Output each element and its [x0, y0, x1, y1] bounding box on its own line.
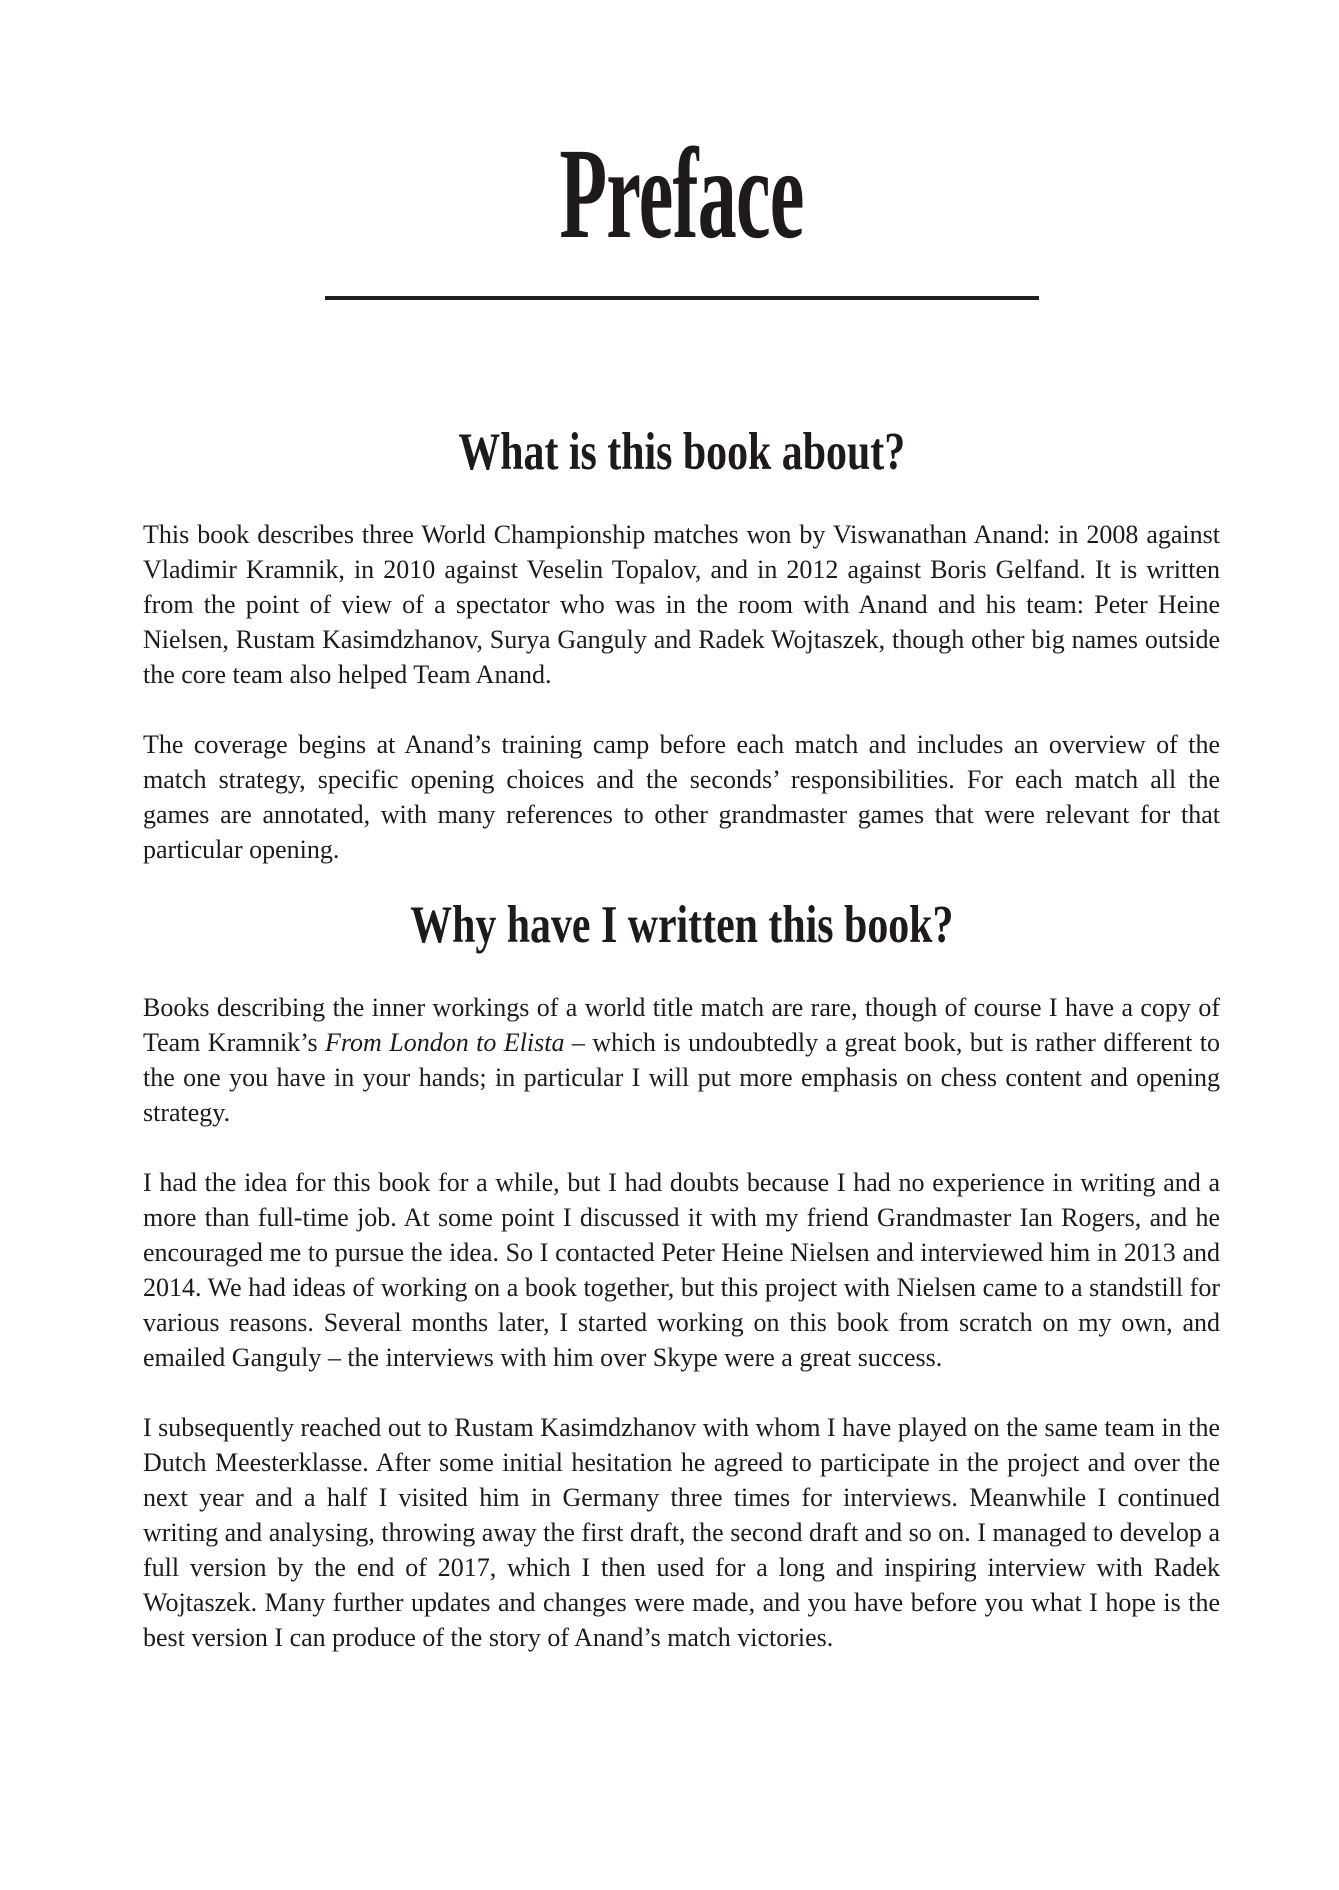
paragraph-rare-books-tail: – which is undoubtedly a great book, but is rather different to the one you have in your hands; in particular I will put more emphasis on chess content and opening strategy.	[143, 1028, 1221, 1127]
page-title	[143, 122, 1220, 266]
page-content	[0, 122, 1339, 1655]
paragraph-book-description: This book describes three World Championship matches won by Viswanathan Anand: in 2008 against Vladimir Kramnik, in 2010 against Veselin Topalov, and in 2012 against Boris Gelfand. It is written from the point of view of a spectator who was in the room with Anand and his team: Peter Heine Nielsen, Rustam Kasimdzhanov, Surya Ganguly and Radek Wojtaszek, though other big names outside the core team also helped Team Anand.	[143, 520, 1220, 689]
section-heading-what-is-this-book-about: What is this book about?	[458, 423, 905, 481]
book-title-from-london-to-elista: From London to Elista	[325, 1028, 565, 1057]
paragraph-kasimdzhanov-interviews: I subsequently reached out to Rustam Kasimdzhanov with whom I have played on the same team in the Dutch Meesterklasse. After some initial hesitation he agreed to participate in the project and over the next year and a half I visited him in Germany three times for interviews. Meanwhile I continued writing and analysing, throwing away the first draft, the second draft and so on. I managed to develop a full version by the end of 2017, which I then used for a long and inspiring interview with Radek Wojtaszek. Many further updates and changes were made, and you have before you what I hope is the best version I can produce of the story of Anand’s match victories.	[143, 1413, 1220, 1652]
paragraph-rare-books-lead: Books describing the inner workings of a world title match are rare, though of course I have a copy of Team Kramnik’s	[143, 993, 1220, 1057]
paragraph-idea-origin: I had the idea for this book for a while, but I had doubts because I had no experience in writing and a more than full-time job. At some point I discussed it with my friend Grandmaster Ian Rogers, and he encouraged me to pursue the idea. So I contacted Peter Heine Nielsen and interviewed him in 2013 and 2014. We had ideas of working on a book together, but this project with Nielsen came to a standstill for various reasons. Several months later, I started working on this book from scratch on my own, and emailed Ganguly – the interviews with him over Skype were a great success.	[143, 1168, 1220, 1372]
paragraph-coverage: The coverage begins at Anand’s training camp before each match and includes an overview of the match strategy, specific opening choices and the seconds’ responsibilities. For each match all the games are annotated, with many references to other grandmaster games that were relevant for that particular opening.	[143, 730, 1220, 864]
paragraph-rare-books	[143, 990, 1220, 1130]
title-divider	[325, 296, 1039, 300]
page-title-text: Preface	[559, 122, 804, 266]
section-heading-why-written: Why have I written this book?	[409, 896, 954, 954]
